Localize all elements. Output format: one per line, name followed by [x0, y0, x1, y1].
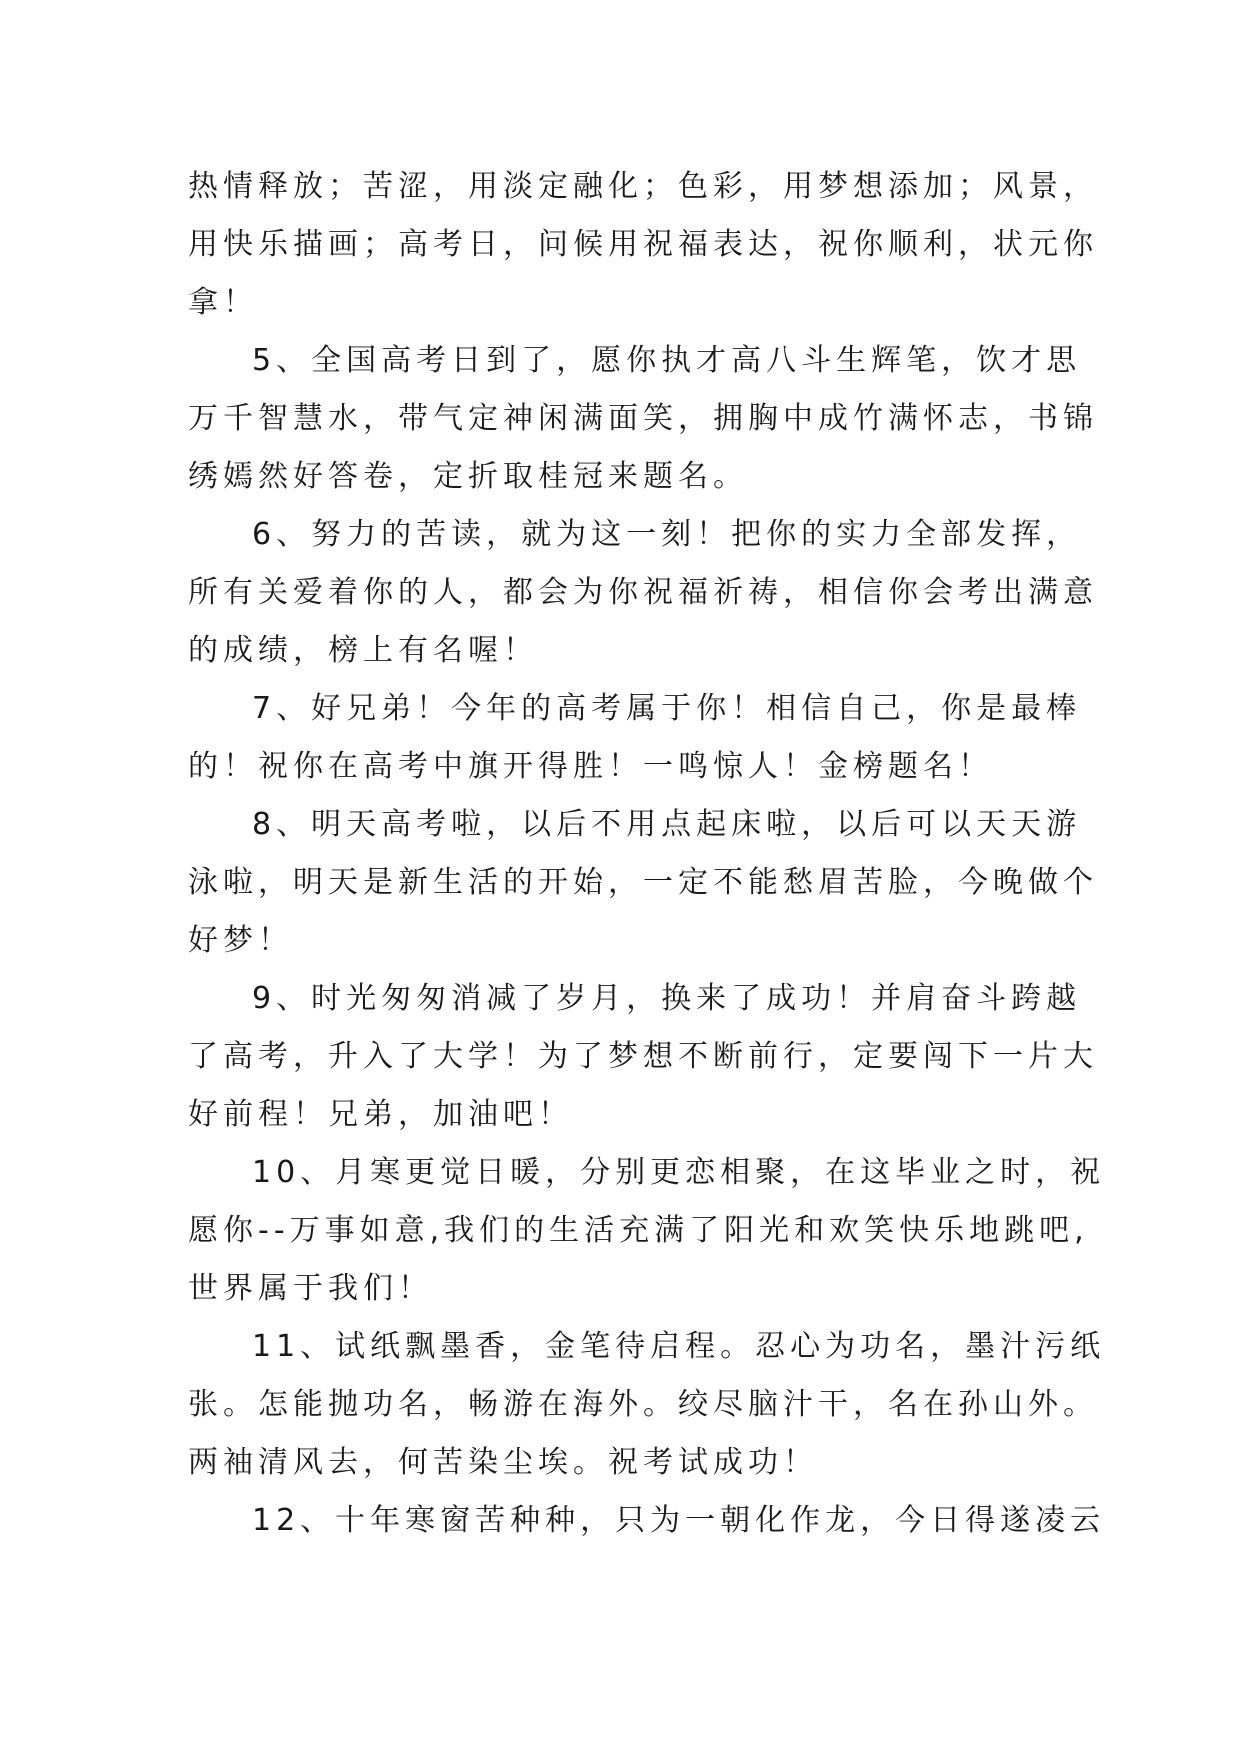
- text-line: 愿你--万事如意,我们的生活充满了阳光和欢笑快乐地跳吧,: [188, 1213, 1089, 1248]
- paragraph-9-first-line: 9、时光匆匆消减了岁月，换来了成功！并肩奋斗跨越: [252, 981, 1082, 1016]
- paragraph-10-first-line: 10、月寒更觉日暖，分别更恋相聚，在这毕业之时，祝: [252, 1155, 1106, 1190]
- text-line: 绣嫣然好答卷，定折取桂冠来题名。: [188, 459, 748, 494]
- paragraph-12-first-line: 12、十年寒窗苦种种，只为一朝化作龙，今日得遂凌云: [252, 1503, 1106, 1538]
- text-line: 的！祝你在高考中旗开得胜！一鸣惊人！金榜题名！: [188, 749, 993, 784]
- text-line: 热情释放；苦涩，用淡定融化；色彩，用梦想添加；风景，: [188, 169, 1098, 204]
- paragraph-11-first-line: 11、试纸飘墨香，金笔待启程。忍心为功名，墨汁污纸: [252, 1329, 1106, 1364]
- paragraph-6-first-line: 6、努力的苦读，就为这一刻！把你的实力全部发挥，: [252, 517, 1082, 552]
- paragraph-8-first-line: 8、明天高考啦，以后不用点起床啦，以后可以天天游: [252, 807, 1082, 842]
- document-body: [188, 158, 1106, 1550]
- text-line: 用快乐描画；高考日，问候用祝福表达，祝你顺利，状元你: [188, 227, 1098, 262]
- text-line: 两袖清风去，何苦染尘埃。祝考试成功！: [188, 1445, 818, 1480]
- paragraph-5-first-line: 5、全国高考日到了，愿你执才高八斗生辉笔，饮才思: [252, 343, 1082, 378]
- text-line: 张。怎能抛功名，畅游在海外。绞尽脑汁干，名在孙山外。: [188, 1387, 1098, 1422]
- text-line: 世界属于我们！: [188, 1271, 433, 1306]
- paragraph-7-first-line: 7、好兄弟！今年的高考属于你！相信自己，你是最棒: [252, 691, 1082, 726]
- text-line: 了高考，升入了大学！为了梦想不断前行，定要闯下一片大: [188, 1039, 1098, 1074]
- text-line: 好前程！兄弟，加油吧！: [188, 1097, 573, 1132]
- text-line: 拿！: [188, 285, 258, 320]
- text-line: 所有关爱着你的人，都会为你祝福祈祷，相信你会考出满意: [188, 575, 1098, 610]
- text-line: 好梦！: [188, 923, 293, 958]
- text-line: 泳啦，明天是新生活的开始，一定不能愁眉苦脸，今晚做个: [188, 865, 1098, 900]
- text-line: 的成绩，榜上有名喔！: [188, 633, 538, 668]
- text-line: 万千智慧水，带气定神闲满面笑，拥胸中成竹满怀志，书锦: [188, 401, 1098, 436]
